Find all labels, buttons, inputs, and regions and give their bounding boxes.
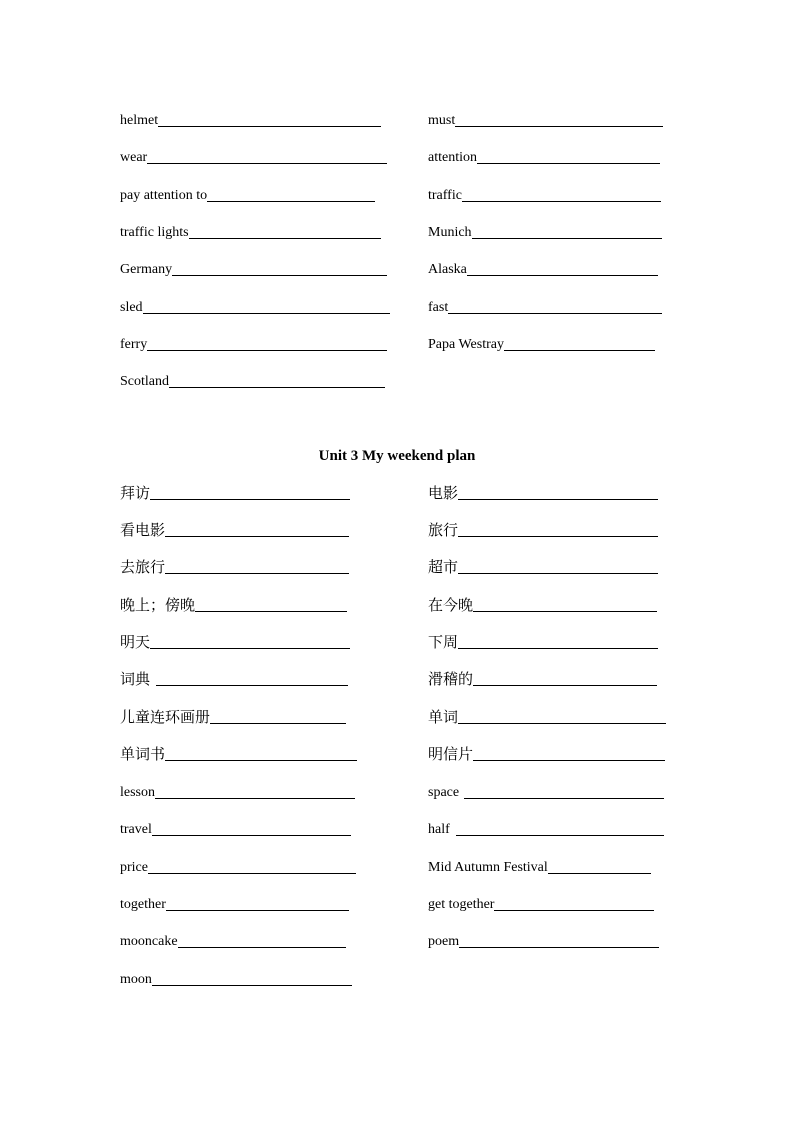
vocab-item	[428, 596, 657, 614]
vocab-word: Mid Autumn Festival	[428, 860, 548, 875]
vocab-word: 儿童连环画册	[120, 708, 211, 726]
answer-blank[interactable]	[548, 873, 651, 874]
vocab-word: half	[428, 822, 450, 837]
vocab-word: sled	[120, 300, 143, 315]
vocab-word: 看电影	[120, 521, 166, 539]
vocab-item	[120, 822, 351, 838]
answer-blank[interactable]	[458, 723, 666, 724]
vocab-word: pay attention to	[120, 188, 208, 203]
vocab-item	[120, 972, 352, 988]
answer-blank[interactable]	[178, 947, 346, 948]
vocab-item	[428, 670, 657, 688]
vocab-item	[428, 484, 658, 502]
vocab-item	[120, 934, 346, 950]
answer-blank[interactable]	[166, 910, 349, 911]
vocab-word: 电影	[428, 484, 459, 502]
vocab-item	[120, 225, 381, 241]
answer-blank[interactable]	[456, 835, 664, 836]
vocab-word: helmet	[120, 113, 159, 128]
answer-blank[interactable]	[150, 499, 350, 500]
vocab-word: 旅行	[428, 521, 459, 539]
vocab-word: 去旅行	[120, 558, 166, 576]
vocab-word: wear	[120, 150, 148, 165]
vocab-item	[120, 897, 349, 913]
vocab-word: Scotland	[120, 374, 169, 389]
vocab-word: 拜访	[120, 484, 151, 502]
answer-blank[interactable]	[189, 238, 381, 239]
vocab-word: 在今晚	[428, 596, 474, 614]
vocab-item	[120, 670, 348, 688]
vocab-item	[120, 150, 387, 166]
vocab-item	[428, 300, 662, 316]
vocab-item	[428, 745, 665, 763]
answer-blank[interactable]	[504, 350, 655, 351]
answer-blank[interactable]	[458, 499, 658, 500]
vocab-item	[120, 300, 390, 316]
answer-blank[interactable]	[464, 798, 664, 799]
answer-blank[interactable]	[147, 350, 387, 351]
vocab-item	[120, 262, 387, 278]
vocab-word: 单词	[428, 708, 459, 726]
vocab-word: 明天	[120, 633, 151, 651]
answer-blank[interactable]	[462, 201, 661, 202]
vocab-word: attention	[428, 150, 477, 165]
answer-blank[interactable]	[472, 238, 662, 239]
vocab-item	[120, 745, 357, 763]
answer-blank[interactable]	[459, 947, 659, 948]
vocab-word: 单词书	[120, 745, 166, 763]
answer-blank[interactable]	[207, 201, 375, 202]
answer-blank[interactable]	[165, 573, 349, 574]
vocab-word: get together	[428, 897, 495, 912]
vocab-word: fast	[428, 300, 449, 315]
vocab-item	[120, 484, 350, 502]
answer-blank[interactable]	[152, 985, 352, 986]
answer-blank[interactable]	[473, 611, 657, 612]
vocab-item	[120, 596, 347, 614]
vocab-item	[120, 521, 349, 539]
vocab-item	[428, 188, 661, 204]
vocab-word: 下周	[428, 633, 459, 651]
vocab-item	[428, 785, 664, 801]
vocab-item	[428, 708, 666, 726]
answer-blank[interactable]	[165, 536, 349, 537]
vocab-item	[428, 225, 662, 241]
vocab-item	[120, 188, 375, 204]
answer-blank[interactable]	[158, 126, 381, 127]
vocab-word: Alaska	[428, 262, 467, 277]
answer-blank[interactable]	[152, 835, 351, 836]
vocab-word: 滑稽的	[428, 670, 474, 688]
vocab-word: travel	[120, 822, 152, 837]
vocab-item	[120, 113, 381, 129]
vocab-word: moon	[120, 972, 152, 987]
vocab-word: Germany	[120, 262, 173, 277]
answer-blank[interactable]	[143, 313, 390, 314]
unit-title: Unit 3 My weekend plan	[318, 448, 476, 464]
vocab-item	[428, 822, 664, 838]
answer-blank[interactable]	[172, 275, 387, 276]
answer-blank[interactable]	[467, 275, 658, 276]
vocab-word: 词典	[120, 670, 151, 688]
vocab-item	[120, 337, 387, 353]
answer-blank[interactable]	[477, 163, 660, 164]
vocab-word: Papa Westray	[428, 337, 504, 352]
vocab-item	[120, 558, 349, 576]
vocab-item	[428, 262, 658, 278]
vocab-word: traffic	[428, 188, 462, 203]
answer-blank[interactable]	[150, 648, 350, 649]
vocab-item	[428, 934, 659, 950]
vocab-item	[428, 633, 658, 651]
vocab-word: space	[428, 785, 460, 800]
answer-blank[interactable]	[165, 760, 357, 761]
vocab-word: traffic lights	[120, 225, 189, 240]
answer-blank[interactable]	[155, 798, 355, 799]
vocab-item	[428, 558, 658, 576]
answer-blank[interactable]	[169, 387, 385, 388]
answer-blank[interactable]	[455, 126, 663, 127]
vocab-item	[428, 521, 658, 539]
vocab-word: 明信片	[428, 745, 474, 763]
vocab-item	[428, 150, 660, 166]
answer-blank[interactable]	[147, 163, 387, 164]
answer-blank[interactable]	[148, 873, 356, 874]
vocab-word: lesson	[120, 785, 155, 800]
vocab-word: Munich	[428, 225, 472, 240]
vocab-word: must	[428, 113, 456, 128]
answer-blank[interactable]	[448, 313, 662, 314]
vocab-item	[120, 374, 385, 390]
answer-blank[interactable]	[458, 648, 658, 649]
vocab-item	[120, 633, 350, 651]
answer-blank[interactable]	[458, 573, 658, 574]
answer-blank[interactable]	[210, 723, 346, 724]
vocab-item	[428, 860, 651, 876]
vocab-word: mooncake	[120, 934, 178, 949]
vocab-word: together	[120, 897, 166, 912]
answer-blank[interactable]	[458, 536, 658, 537]
answer-blank[interactable]	[195, 611, 347, 612]
vocab-item	[428, 897, 654, 913]
vocab-item	[120, 708, 346, 726]
vocab-word: 超市	[428, 558, 459, 576]
answer-blank[interactable]	[494, 910, 654, 911]
vocab-item	[428, 113, 663, 129]
vocab-item	[120, 860, 356, 876]
answer-blank[interactable]	[473, 685, 657, 686]
answer-blank[interactable]	[156, 685, 348, 686]
vocab-word: price	[120, 860, 148, 875]
answer-blank[interactable]	[473, 760, 665, 761]
vocab-item	[428, 337, 655, 353]
vocab-word: 晚上；傍晚	[120, 596, 196, 614]
vocab-word: poem	[428, 934, 460, 949]
vocab-item	[120, 785, 355, 801]
vocab-word: ferry	[120, 337, 148, 352]
